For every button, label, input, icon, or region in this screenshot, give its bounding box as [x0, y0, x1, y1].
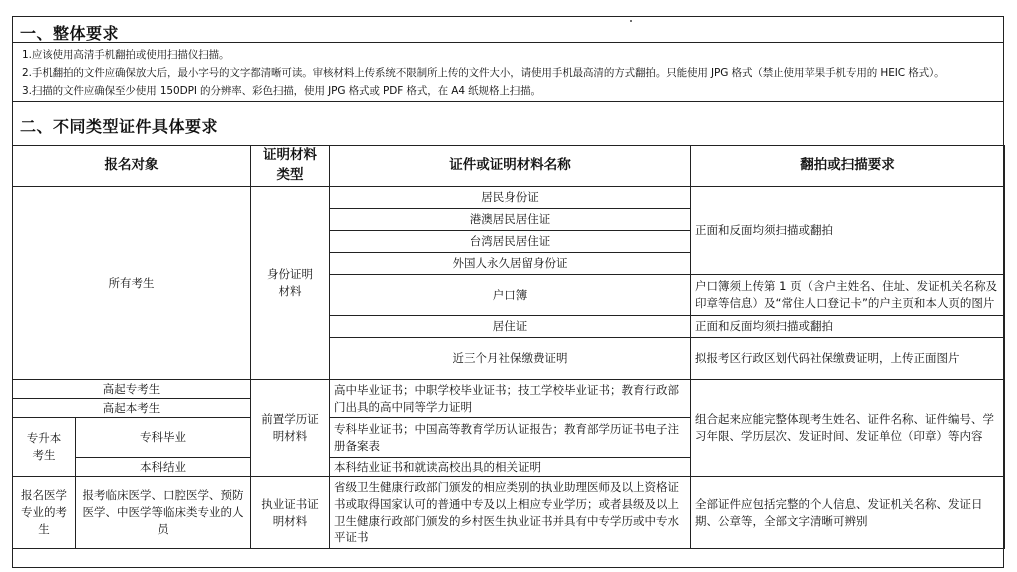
requirement-prior-education: 组合起来应能完整体现考生姓名、证件名称、证件编号、学习年限、学历层次、发证时间、发证单位（印章）等内容	[691, 380, 1005, 477]
section-2-title: 二、不同类型证件具体要求	[20, 117, 219, 136]
requirement-identity: 正面和反面均须扫描或翻拍	[691, 187, 1005, 275]
type-practice-license: 执业证书证明材料	[251, 477, 330, 549]
material-name: 户口簿	[330, 275, 691, 316]
material-name: 台湾居民居住证	[330, 231, 691, 253]
material-name: 近三个月社保缴费证明	[330, 338, 691, 380]
applicant-gaoqiben: 高起本考生	[13, 399, 251, 418]
requirement-line-2: 2.手机翻拍的文件应确保放大后，最小字号的文字都清晰可读。审核材料上传系统不限制所上传的文件大小，请使用手机最高清的方式翻拍。只能使用 JPG 格式（禁止使用苹果手机专用的 HEIC 格式）。	[22, 67, 945, 79]
requirement-line-1: 1.应该使用高清手机翻拍或使用扫描仪扫描。	[22, 49, 230, 61]
material-college: 专科毕业证书；中国高等教育学历认证报告；教育部学历证书电子注册备案表	[330, 418, 691, 458]
type-prior-education: 前置学历证明材料	[251, 380, 330, 477]
header-material-name: 证件或证明材料名称	[330, 146, 691, 187]
requirements-table	[12, 145, 1005, 549]
requirement-practice-license: 全部证件应包括完整的个人信息、发证机关名称、发证日期、公章等，全部文字清晰可辨别	[691, 477, 1005, 549]
applicant-zsb-completion: 本科结业	[76, 458, 251, 477]
applicant-medical-detail: 报考临床医学、口腔医学、预防医学、中医学等临床类专业的人员	[76, 477, 251, 549]
table-header-row	[13, 146, 1005, 187]
table-row	[13, 380, 1005, 399]
type-identity: 身份证明材料	[251, 187, 330, 380]
requirement-hukou: 户口簿须上传第 1 页（含户主姓名、住址、发证机关名称及印章等信息）及“常住人口登记卡”的户主页和本人页的图片	[691, 275, 1005, 316]
applicant-zhuanshengben: 专升本考生	[13, 418, 76, 477]
divider	[12, 42, 1004, 43]
material-name: 居民身份证	[330, 187, 691, 209]
material-practice-license: 省级卫生健康行政部门颁发的相应类别的执业助理医师及以上资格证书或取得国家认可的普通中专及以上相应专业学历；或者县级及以上卫生健康行政部门颁发的乡村医生执业证书并具有中专学历或中专水平证书	[330, 477, 691, 549]
section-1-title: 一、整体要求	[20, 24, 120, 43]
requirement-social-insurance: 拟报考区行政区划代码社保缴费证明，上传正面图片	[691, 338, 1005, 380]
requirement-line-3: 3.扫描的文件应确保至少使用 150DPI 的分辨率、彩色扫描，使用 JPG 格式或 PDF 格式，在 A4 纸规格上扫描。	[22, 85, 541, 97]
material-name: 港澳居民居住证	[330, 209, 691, 231]
material-completion: 本科结业证书和就读高校出具的相关证明	[330, 458, 691, 477]
divider	[12, 101, 1004, 102]
applicant-zsb-graduate: 专科毕业	[76, 418, 251, 458]
header-applicant: 报名对象	[13, 146, 251, 187]
header-material-type: 证明材料类型	[251, 146, 330, 187]
applicant-all: 所有考生	[13, 187, 251, 380]
table-row	[13, 187, 1005, 209]
requirement-residence: 正面和反面均须扫描或翻拍	[691, 316, 1005, 338]
table-row	[13, 477, 1005, 549]
header-requirement: 翻拍或扫描要求	[691, 146, 1005, 187]
applicant-medical: 报名医学专业的考生	[13, 477, 76, 549]
material-name: 居住证	[330, 316, 691, 338]
applicant-gaoqizhuan: 高起专考生	[13, 380, 251, 399]
material-highschool: 高中毕业证书；中职学校毕业证书；技工学校毕业证书；教育行政部门出具的高中同等学力证明	[330, 380, 691, 418]
material-name: 外国人永久居留身份证	[330, 253, 691, 275]
